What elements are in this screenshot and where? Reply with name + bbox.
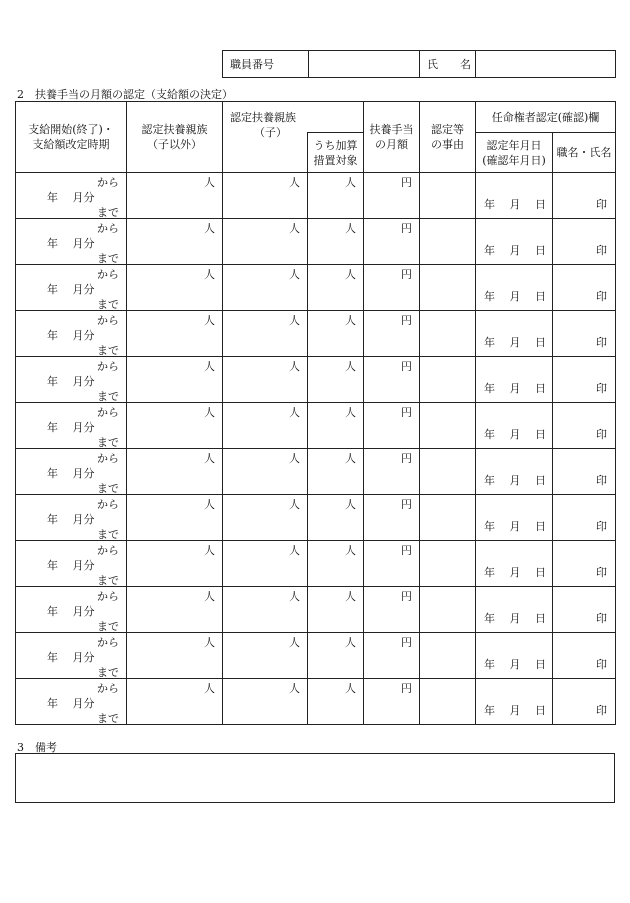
month-text: 年 月分 — [47, 467, 95, 480]
reason-cell[interactable] — [420, 403, 476, 449]
period-cell[interactable] — [16, 541, 127, 587]
reason-cell[interactable] — [420, 219, 476, 265]
child-addition-count-cell[interactable]: 人 — [308, 219, 364, 265]
until-text: まで — [97, 206, 119, 219]
from-text: から — [97, 360, 119, 373]
reason-cell[interactable] — [420, 495, 476, 541]
reason-cell[interactable] — [420, 633, 476, 679]
monthly-amount-cell[interactable]: 円 — [364, 541, 420, 587]
period-cell[interactable] — [16, 633, 127, 679]
seal-cell[interactable]: 印 — [553, 357, 616, 403]
period-cell[interactable] — [16, 495, 127, 541]
child-count-cell[interactable]: 人 — [223, 219, 308, 265]
period-cell[interactable] — [16, 173, 127, 219]
cert-date-header: 認定年月日 (確認年月日) — [476, 133, 553, 173]
monthly-amount-cell[interactable]: 円 — [364, 219, 420, 265]
cert-date-cell[interactable]: 年 月 日 — [476, 495, 553, 541]
month-text: 年 月分 — [47, 697, 95, 710]
monthly-amount-cell[interactable]: 円 — [364, 495, 420, 541]
name-field[interactable] — [476, 51, 616, 78]
from-text: から — [97, 636, 119, 649]
from-text: から — [97, 590, 119, 603]
until-text: まで — [97, 252, 119, 265]
period-cell[interactable] — [16, 219, 127, 265]
non-child-count-cell[interactable]: 人 — [127, 587, 223, 633]
from-text: から — [97, 682, 119, 695]
month-text: 年 月分 — [47, 283, 95, 296]
monthly-amount-header: 扶養手当 の月額 — [364, 102, 420, 173]
table-row — [16, 587, 616, 633]
non-child-count-cell[interactable]: 人 — [127, 311, 223, 357]
month-text: 年 月分 — [47, 237, 95, 250]
child-count-cell[interactable]: 人 — [223, 495, 308, 541]
from-text: から — [97, 406, 119, 419]
month-text: 年 月分 — [47, 329, 95, 342]
child-addition-count-cell[interactable]: 人 — [308, 357, 364, 403]
from-text: から — [97, 176, 119, 189]
child-count-cell[interactable]: 人 — [223, 311, 308, 357]
monthly-amount-cell[interactable]: 円 — [364, 173, 420, 219]
monthly-amount-cell[interactable]: 円 — [364, 449, 420, 495]
child-addition-count-cell[interactable]: 人 — [308, 679, 364, 725]
month-text: 年 月分 — [47, 191, 95, 204]
seal-cell[interactable]: 印 — [553, 403, 616, 449]
table-row — [16, 357, 616, 403]
non-child-count-cell[interactable]: 人 — [127, 449, 223, 495]
until-text: まで — [97, 390, 119, 403]
cert-date-cell[interactable]: 年 月 日 — [476, 403, 553, 449]
child-addition-count-cell[interactable]: 人 — [308, 587, 364, 633]
month-text: 年 月分 — [47, 651, 95, 664]
non-child-count-cell[interactable]: 人 — [127, 265, 223, 311]
period-cell[interactable] — [16, 265, 127, 311]
child-count-cell[interactable]: 人 — [223, 587, 308, 633]
monthly-amount-cell[interactable]: 円 — [364, 403, 420, 449]
seal-cell[interactable]: 印 — [553, 219, 616, 265]
cert-date-cell[interactable]: 年 月 日 — [476, 219, 553, 265]
reason-cell[interactable] — [420, 357, 476, 403]
table-row — [16, 495, 616, 541]
period-cell[interactable] — [16, 679, 127, 725]
non-child-count-cell[interactable]: 人 — [127, 173, 223, 219]
seal-cell[interactable]: 印 — [553, 495, 616, 541]
non-child-dependents-header: 認定扶養親族 （子以外） — [127, 102, 223, 173]
child-count-cell[interactable]: 人 — [223, 679, 308, 725]
table-row — [16, 541, 616, 587]
employee-header-table — [222, 50, 616, 78]
table-row — [16, 219, 616, 265]
non-child-count-cell[interactable]: 人 — [127, 219, 223, 265]
employee-number-field[interactable] — [309, 51, 420, 78]
child-addition-count-cell[interactable]: 人 — [308, 265, 364, 311]
monthly-amount-cell[interactable]: 円 — [364, 587, 420, 633]
cert-date-cell[interactable]: 年 月 日 — [476, 541, 553, 587]
cert-date-cell[interactable]: 年 月 日 — [476, 173, 553, 219]
child-addition-count-cell[interactable]: 人 — [308, 633, 364, 679]
cert-date-cell[interactable]: 年 月 日 — [476, 679, 553, 725]
from-text: から — [97, 498, 119, 511]
month-text: 年 月分 — [47, 375, 95, 388]
seal-cell[interactable]: 印 — [553, 587, 616, 633]
child-addition-count-cell[interactable]: 人 — [308, 311, 364, 357]
child-addition-header: うち加算 措置対象 — [308, 133, 364, 173]
until-text: まで — [97, 298, 119, 311]
from-text: から — [97, 222, 119, 235]
month-text: 年 月分 — [47, 559, 95, 572]
monthly-amount-cell[interactable]: 円 — [364, 633, 420, 679]
until-text: まで — [97, 666, 119, 679]
child-count-cell[interactable]: 人 — [223, 449, 308, 495]
non-child-count-cell[interactable]: 人 — [127, 679, 223, 725]
reason-cell[interactable] — [420, 541, 476, 587]
cert-date-cell[interactable]: 年 月 日 — [476, 449, 553, 495]
seal-cell[interactable]: 印 — [553, 679, 616, 725]
reason-cell[interactable] — [420, 173, 476, 219]
authority-header: 任命権者認定(確認)欄 — [476, 102, 616, 133]
from-text: から — [97, 544, 119, 557]
reason-cell[interactable] — [420, 449, 476, 495]
section-3-title: 3 備考 — [17, 741, 57, 754]
remarks-field[interactable] — [15, 753, 615, 803]
seal-cell[interactable]: 印 — [553, 633, 616, 679]
period-cell[interactable] — [16, 403, 127, 449]
until-text: まで — [97, 528, 119, 541]
table-row — [16, 173, 616, 219]
monthly-amount-cell[interactable]: 円 — [364, 265, 420, 311]
table-row — [16, 265, 616, 311]
table-row — [16, 633, 616, 679]
reason-header: 認定等 の事由 — [420, 102, 476, 173]
non-child-count-cell[interactable]: 人 — [127, 357, 223, 403]
table-row — [16, 679, 616, 725]
position-name-header: 職名・氏名 — [553, 133, 616, 173]
name-label: 氏 名 — [420, 51, 476, 78]
month-text: 年 月分 — [47, 605, 95, 618]
non-child-count-cell[interactable]: 人 — [127, 541, 223, 587]
child-addition-count-cell[interactable]: 人 — [308, 495, 364, 541]
reason-cell[interactable] — [420, 587, 476, 633]
period-cell[interactable] — [16, 357, 127, 403]
from-text: から — [97, 452, 119, 465]
table-row — [16, 403, 616, 449]
seal-cell[interactable]: 印 — [553, 265, 616, 311]
until-text: まで — [97, 620, 119, 633]
until-text: まで — [97, 712, 119, 725]
monthly-amount-cell[interactable]: 円 — [364, 311, 420, 357]
seal-cell[interactable]: 印 — [553, 173, 616, 219]
child-count-cell[interactable]: 人 — [223, 173, 308, 219]
monthly-amount-cell[interactable]: 円 — [364, 357, 420, 403]
period-header: 支給開始(終了)・ 支給額改定時期 — [16, 102, 127, 173]
cert-date-cell[interactable]: 年 月 日 — [476, 633, 553, 679]
child-addition-count-cell[interactable]: 人 — [308, 541, 364, 587]
child-count-cell[interactable]: 人 — [223, 265, 308, 311]
non-child-count-cell[interactable]: 人 — [127, 403, 223, 449]
child-count-cell[interactable]: 人 — [223, 403, 308, 449]
from-text: から — [97, 268, 119, 281]
month-text: 年 月分 — [47, 513, 95, 526]
until-text: まで — [97, 482, 119, 495]
table-row — [16, 449, 616, 495]
non-child-count-cell[interactable]: 人 — [127, 633, 223, 679]
cert-date-cell[interactable]: 年 月 日 — [476, 357, 553, 403]
until-text: まで — [97, 344, 119, 357]
reason-cell[interactable] — [420, 679, 476, 725]
child-addition-count-cell[interactable]: 人 — [308, 173, 364, 219]
allowance-table — [15, 101, 616, 725]
cert-date-cell[interactable]: 年 月 日 — [476, 311, 553, 357]
period-cell[interactable] — [16, 449, 127, 495]
reason-cell[interactable] — [420, 311, 476, 357]
period-cell[interactable] — [16, 311, 127, 357]
child-dependents-header: 認定扶養親族 （子） — [223, 102, 364, 133]
table-row — [16, 311, 616, 357]
child-addition-count-cell[interactable]: 人 — [308, 403, 364, 449]
section-2-title: 2 扶養手当の月額の認定（支給額の決定） — [17, 88, 233, 101]
seal-cell[interactable]: 印 — [553, 311, 616, 357]
from-text: から — [97, 314, 119, 327]
seal-cell[interactable]: 印 — [553, 541, 616, 587]
until-text: まで — [97, 574, 119, 587]
child-addition-count-cell[interactable]: 人 — [308, 449, 364, 495]
child-count-cell[interactable]: 人 — [223, 357, 308, 403]
child-count-cell[interactable]: 人 — [223, 541, 308, 587]
non-child-count-cell[interactable]: 人 — [127, 495, 223, 541]
monthly-amount-cell[interactable]: 円 — [364, 679, 420, 725]
month-text: 年 月分 — [47, 421, 95, 434]
reason-cell[interactable] — [420, 265, 476, 311]
period-cell[interactable] — [16, 587, 127, 633]
until-text: まで — [97, 436, 119, 449]
child-count-cell[interactable]: 人 — [223, 633, 308, 679]
seal-cell[interactable]: 印 — [553, 449, 616, 495]
cert-date-cell[interactable]: 年 月 日 — [476, 265, 553, 311]
cert-date-cell[interactable]: 年 月 日 — [476, 587, 553, 633]
employee-number-label: 職員番号 — [223, 51, 309, 78]
